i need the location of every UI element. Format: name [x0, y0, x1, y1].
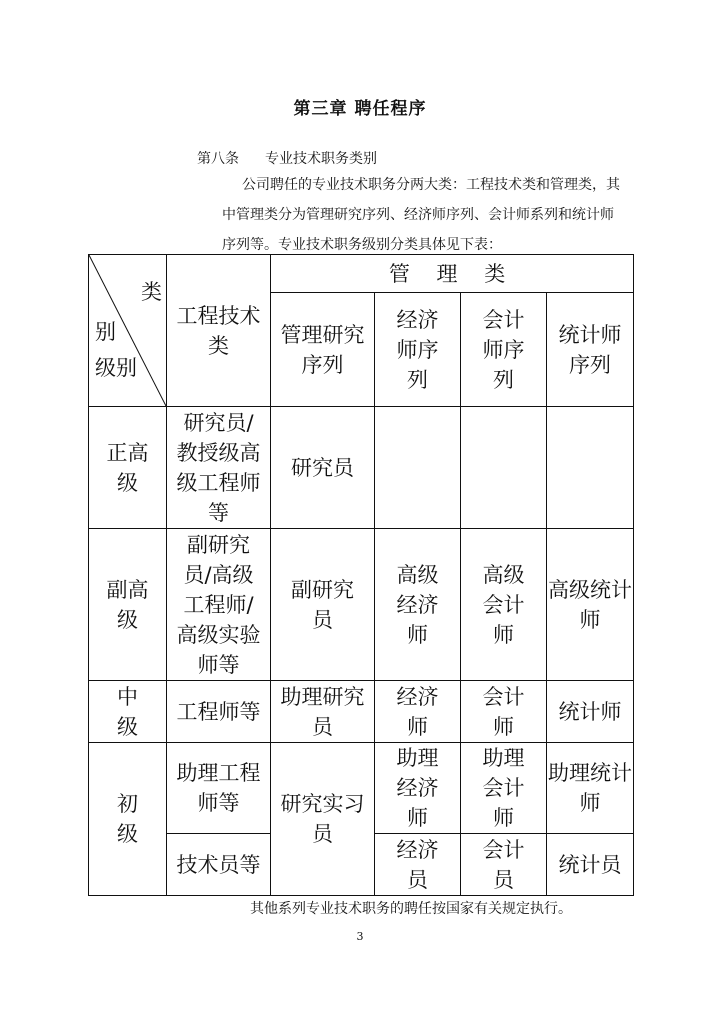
- cell-vice-econ: 高级经济师: [375, 529, 461, 681]
- body-paragraph: 公司聘任的专业技术职务分两大类：工程技术类和管理类，其中管理类分为管理研究序列、经济师序列、会计师系列和统计师序列等。专业技术职务级别分类具体见下表：: [222, 177, 620, 253]
- cell-vice-acct: 高级会计师: [461, 529, 547, 681]
- cell-junior1-eng: 助理工程师等: [167, 743, 271, 834]
- cell-mid-research: 助理研究员: [271, 681, 375, 743]
- level-cell-vice: 副高级: [89, 529, 167, 681]
- header-economist: 经济师序列: [375, 293, 461, 407]
- cell-vice-eng: 副研究员/高级工程师/高级实验师等: [167, 529, 271, 681]
- corner-label-bie: 别: [95, 320, 116, 344]
- cell-mid-econ: 经济师: [375, 681, 461, 743]
- cell-junior1-econ: 助理经济师: [375, 743, 461, 834]
- corner-label-level: 级别: [95, 356, 137, 380]
- cell-mid-eng: 工程师等: [167, 681, 271, 743]
- cell-junior1-acct: 助理会计师: [461, 743, 547, 834]
- header-management-group: 管 理 类: [271, 255, 634, 293]
- table-corner-cell: [89, 255, 167, 407]
- level-cell-junior: 初级: [89, 743, 167, 896]
- cell-mid-stat: 统计师: [547, 681, 634, 743]
- cell-junior-research: 研究实习员: [271, 743, 375, 896]
- cell-junior1-stat: 助理统计师: [547, 743, 634, 834]
- cell-vice-stat: 高级统计师: [547, 529, 634, 681]
- article-title: 专业技术职务类别: [265, 151, 377, 167]
- cell-senior-research: 研究员: [271, 407, 375, 529]
- cell-senior-stat: [547, 407, 634, 529]
- header-accountant: 会计师序列: [461, 293, 547, 407]
- article-heading: [197, 148, 377, 168]
- footnote: 其他系列专业技术职务的聘任按国家有关规定执行。: [250, 901, 572, 917]
- chapter-title: 第三章 聘任程序: [293, 99, 427, 119]
- cell-senior-econ: [375, 407, 461, 529]
- header-engineering: 工程技术类: [167, 255, 271, 407]
- page-number: 3: [356, 930, 364, 943]
- cell-junior2-acct: 会计员: [461, 834, 547, 896]
- corner-label-category: 类: [141, 280, 162, 304]
- header-statistician: 统计师序列: [547, 293, 634, 407]
- cell-mid-acct: 会计师: [461, 681, 547, 743]
- article-number: 第八条: [197, 151, 239, 167]
- level-cell-mid: 中级: [89, 681, 167, 743]
- cell-vice-research: 副研究员: [271, 529, 375, 681]
- classification-table: [88, 254, 634, 896]
- level-cell-senior: 正高级: [89, 407, 167, 529]
- cell-junior2-eng: 技术员等: [167, 834, 271, 896]
- cell-junior2-stat: 统计员: [547, 834, 634, 896]
- cell-junior2-econ: 经济员: [375, 834, 461, 896]
- cell-senior-eng: 研究员/教授级高级工程师等: [167, 407, 271, 529]
- cell-senior-acct: [461, 407, 547, 529]
- header-management-research: 管理研究序列: [271, 293, 375, 407]
